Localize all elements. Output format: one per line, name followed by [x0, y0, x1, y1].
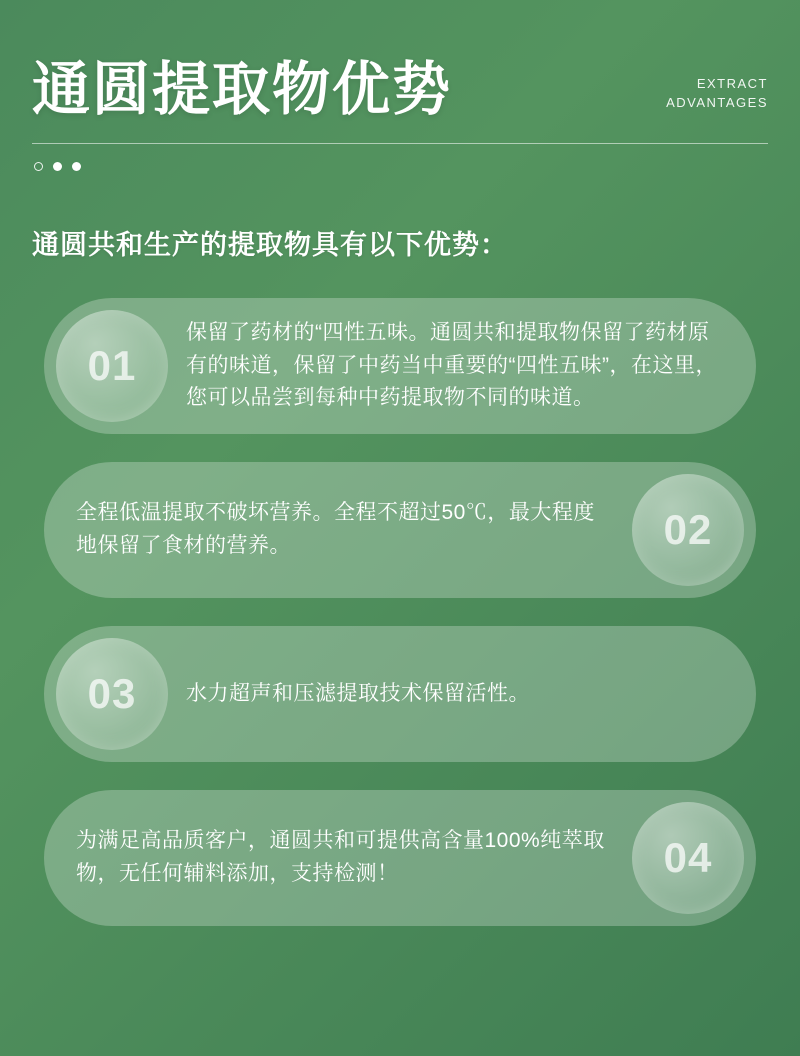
- poster-header: [0, 0, 800, 171]
- section-subtitle: 通圆共和生产的提取物具有以下优势：: [32, 229, 508, 260]
- dot-indicator-3: [72, 162, 81, 171]
- item-number-badge: 02: [632, 474, 744, 586]
- page-title: 通圆提取物优势: [32, 57, 453, 122]
- list-item: [44, 462, 756, 598]
- item-number-badge: 04: [632, 802, 744, 914]
- dot-indicator-1: [34, 162, 43, 171]
- header-divider: [32, 143, 768, 144]
- english-subtitle-line2: ADVANTAGES: [666, 95, 768, 111]
- item-text: 全程低温提取不破坏营养。全程不超过50℃，最大程度地保留了食材的营养。: [76, 501, 595, 557]
- list-item: [44, 298, 756, 434]
- list-item: [44, 790, 756, 926]
- title-row: [32, 57, 768, 122]
- item-text: 为满足高品质客户，通圆共和可提供高含量100%纯萃取物，无任何辅料添加，支持检测！: [76, 829, 605, 885]
- item-text: 水力超声和压滤提取技术保留活性。: [186, 681, 530, 705]
- item-number-badge: 01: [56, 310, 168, 422]
- item-number-badge: 03: [56, 638, 168, 750]
- english-subtitle-line1: EXTRACT: [696, 75, 768, 91]
- advantage-list: [0, 298, 800, 926]
- list-item: [44, 626, 756, 762]
- dot-indicator-2: [53, 162, 62, 171]
- item-text: 保留了药材的“四性五味。通圆共和提取物保留了药材原有的味道，保留了中药当中重要的“四性五味”，在这里，您可以品尝到每种中药提取物不同的味道。: [186, 321, 717, 410]
- dot-indicator: [32, 162, 768, 171]
- english-subtitle: [666, 74, 768, 121]
